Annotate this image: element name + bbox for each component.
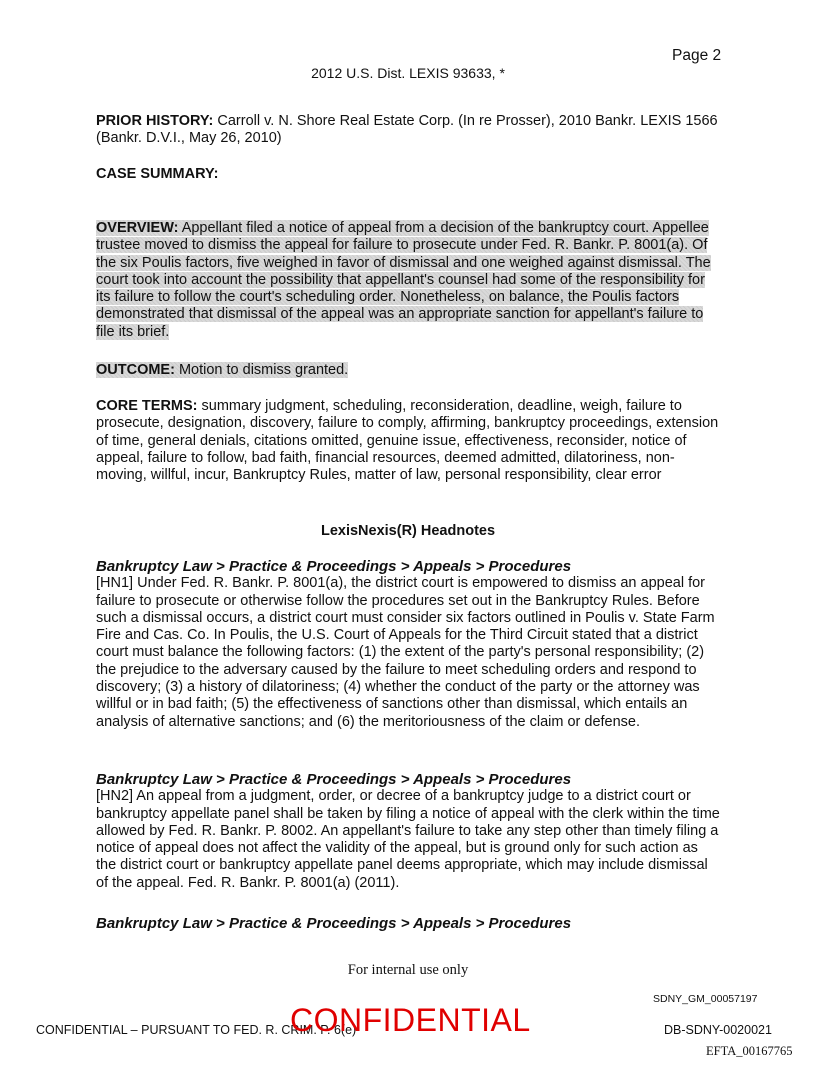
efta-id: EFTA_00167765 <box>706 1044 793 1058</box>
core-terms-section <box>96 398 722 484</box>
headnote-2-category: Bankruptcy Law > Practice & Proceedings > Appeals > Procedures <box>96 771 572 788</box>
overview-section <box>96 220 722 341</box>
page-number: Page 2 <box>672 47 722 64</box>
headnote-1 <box>96 558 722 731</box>
headnotes-title: LexisNexis(R) Headnotes <box>320 523 496 539</box>
headnote-3-category: Bankruptcy Law > Practice & Proceedings > Appeals > Procedures <box>96 915 572 932</box>
running-header-citation: 2012 U.S. Dist. LEXIS 93633, * <box>311 65 505 81</box>
headnote-1-text: [HN1] Under Fed. R. Bankr. P. 8001(a), the district court is empowered to dismiss an appeal for failure to prosecute or otherwise follow the procedures set out in the Bankruptcy Rules. Before such a dismissal occurs, a district court must consider six factors outlined in Poulis v. State Farm Fire and Cas. Co. In Poulis, the U.S. Court of Appeals for the Third Circuit stated that a district court must balance the following factors: (1) the extent of the party's personal responsibility; (2) the prejudice to the adversary caused by the failure to meet scheduling orders and respond to discovery; (3) a history of dilatoriness; (4) whether the conduct of the party or the attorney was willful or in bad faith; (5) the effectiveness of sanctions other than dismissal, which entails an analysis of alternative sanctions; and (6) the meritoriousness of the claim or defense. <box>96 575 715 730</box>
prior-history-label: PRIOR HISTORY: <box>96 113 214 129</box>
outcome-section <box>96 362 722 379</box>
overview-label: OVERVIEW: <box>96 220 179 236</box>
headnote-2-text: [HN2] An appeal from a judgment, order, or decree of a bankruptcy judge to a district court or bankruptcy appellate panel shall be taken by filing a notice of appeal with the clerk within the time allowed by Fed. R. Bankr. P. 8002. An appellant's failure to take any step other than timely filing a notice of appeal does not affect the validity of the appeal, but is ground only for such action as the district court or bankruptcy appellate panel deems appropriate, which may include dismissal of the appeal. Fed. R. Bankr. P. 8001(a) (2011). <box>96 788 720 891</box>
outcome-label: OUTCOME: <box>96 362 175 378</box>
bates-number-2: DB-SDNY-0020021 <box>664 1023 772 1037</box>
case-summary-heading <box>96 166 722 183</box>
core-terms-text: summary judgment, scheduling, reconsideration, deadline, weigh, failure to prosecute, designation, discovery, failure to comply, affirming, bankruptcy proceedings, extension of time, general denials, citations omitted, genuine issue, effectiveness, reconsider, notice of appeal, failure to follow, bad faith, financial resources, deemed admitted, dilatoriness, non-moving, willful, incur, Bankruptcy Rules, matter of law, personal responsibility, clear error <box>96 398 719 484</box>
case-summary-label: CASE SUMMARY: <box>96 166 219 182</box>
headnote-3 <box>96 915 722 932</box>
overview-text: Appellant filed a notice of appeal from a decision of the bankruptcy court. Appellee trustee moved to dismiss the appeal for failure to prosecute under Fed. R. Bankr. P. 8001(a). Of the six Poulis factors, five weighed in favor of dismissal and one weighed against dismissal. The court took into account the possibility that appellant's counsel had some of the responsibility for its failure to follow the court's scheduling order. Nonetheless, on balance, the Poulis factors demonstrated that dismissal of the appeal was an appropriate sanction for appellant's failure to file its brief. <box>96 220 711 340</box>
outcome-text: Motion to dismiss granted. <box>174 362 349 378</box>
confidential-stamp: CONFIDENTIAL <box>290 1002 531 1038</box>
prior-history-text: Carroll v. N. Shore Real Estate Corp. (In re Prosser), 2010 Bankr. LEXIS 1566 (Bankr. D.V.I., May 26, 2010) <box>96 113 718 147</box>
bates-number-1: SDNY_GM_00057197 <box>653 993 758 1005</box>
headnote-2 <box>96 771 722 892</box>
headnote-1-category: Bankruptcy Law > Practice & Proceedings > Appeals > Procedures <box>96 558 572 575</box>
prior-history <box>96 113 722 148</box>
core-terms-label: CORE TERMS: <box>96 398 198 414</box>
confidential-notice: CONFIDENTIAL – PURSUANT TO FED. R. CRIM. P. 6(e) <box>36 1023 357 1037</box>
internal-use-notice: For internal use only <box>347 962 469 978</box>
